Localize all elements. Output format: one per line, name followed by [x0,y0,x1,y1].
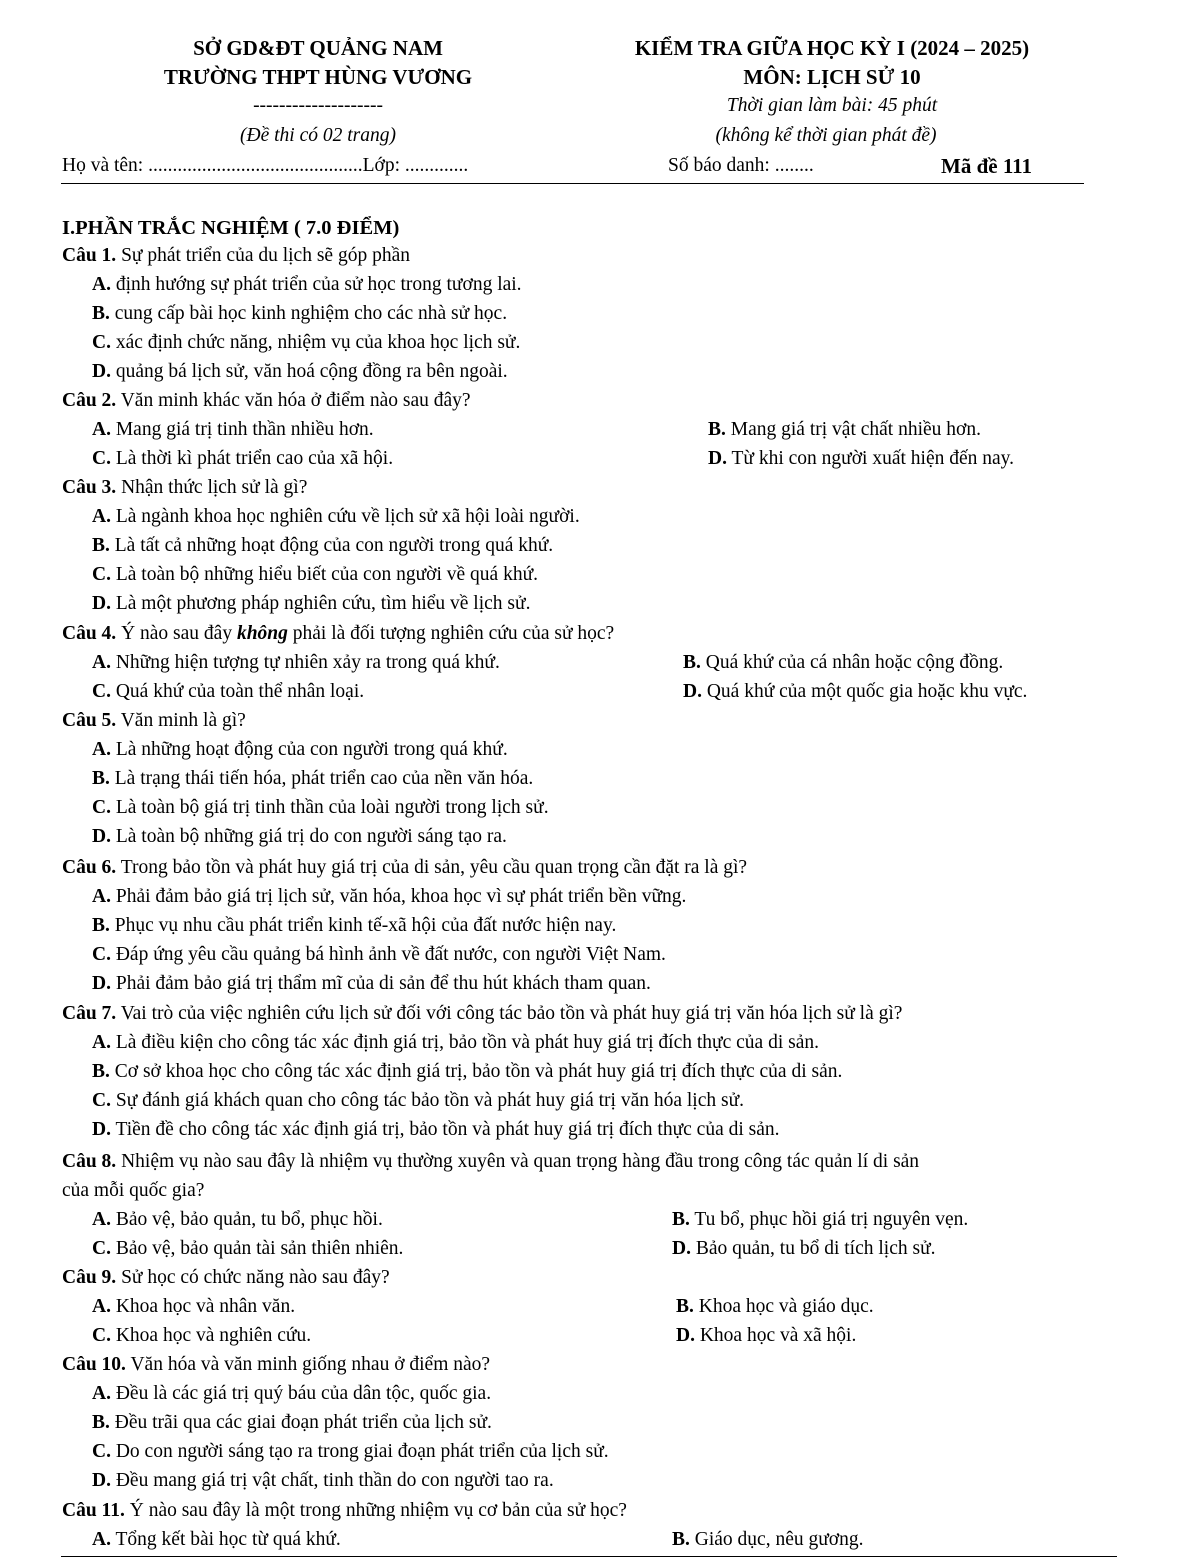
question-7 [62,999,1122,1144]
option-b [92,911,1122,940]
option-text: Là những hoạt động của con người trong quá khứ. [115,739,508,760]
option-text: Sự đánh giá khách quan cho công tác bảo tồn và phát huy giá trị văn hóa lịch sử. [115,1090,745,1111]
question-text: Văn minh là gì? [120,710,246,731]
option-c [92,940,1122,969]
question-text: Sử học có chức năng nào sau đây? [121,1267,390,1288]
question-label: Câu 4. [62,623,117,644]
option-text: Tiền đề cho công tác xác định giá trị, bảo tồn và phát huy giá trị đích thực của di sản. [115,1119,780,1140]
option-text: Là trạng thái tiến hóa, phát triển cao của nền văn hóa. [114,768,534,789]
option-text: Là điều kiện cho công tác xác định giá trị, bảo tồn và phát huy giá trị đích thực của di sản. [115,1032,819,1053]
option-key: C. [92,1090,111,1111]
department-name: SỞ GD&ĐT QUẢNG NAM [193,36,443,60]
question-text: Sự phát triển của du lịch sẽ góp phần [121,245,410,266]
option-a [92,502,1122,531]
option-d [92,1466,1122,1495]
option-key: B. [92,768,110,789]
question-text: Nhận thức lịch sử là gì? [121,477,308,498]
option-c [92,1086,1122,1115]
question-label: Câu 3. [62,477,117,498]
option-text: Khoa học và giáo dục. [698,1296,874,1317]
option-b [708,415,981,444]
option-b [676,1292,874,1321]
option-text: Bảo vệ, bảo quản, tu bổ, phục hồi. [115,1209,383,1230]
option-text: Quá khứ của toàn thể nhân loại. [115,681,365,702]
question-stem [62,1263,1122,1292]
page-count-note: (Đề thi có 02 trang) [240,125,396,146]
question-stem-continued: của mỗi quốc gia? [62,1180,205,1201]
option-d [92,589,1122,618]
option-text: Khoa học và nghiên cứu. [115,1325,312,1346]
option-key: B. [676,1296,694,1317]
question-label: Câu 6. [62,857,117,878]
header-divider [61,183,1084,184]
option-key: B. [708,419,726,440]
question-label: Câu 7. [62,1003,117,1024]
question-5 [62,706,1122,851]
option-key: C. [92,332,111,353]
section-title: I.PHẦN TRẮC NGHIỆM ( 7.0 ĐIỂM) [62,217,400,239]
option-text: Mang giá trị vật chất nhiều hơn. [730,419,981,440]
question-text: Văn minh khác văn hóa ở điểm nào sau đây? [120,390,471,411]
question-label: Câu 11. [62,1500,125,1521]
option-text: Phải đảm bảo giá trị thẩm mĩ của di sản để thu hút khách tham quan. [115,973,651,994]
option-key: A. [92,1296,111,1317]
question-emphasis: không [236,623,288,644]
question-stem [62,706,1122,735]
question-8 [62,1147,1122,1263]
option-text: Là toàn bộ giá trị tinh thần của loài người trong lịch sử. [115,797,549,818]
option-key: A. [92,1032,111,1053]
option-d [683,677,1027,706]
option-c [92,1321,311,1350]
question-11 [62,1496,1122,1554]
option-key: D. [92,593,111,614]
option-c [92,1437,1122,1466]
option-text: Cơ sở khoa học cho công tác xác định giá trị, bảo tồn và phát huy giá trị đích thực của di sản. [114,1061,843,1082]
option-key: C. [92,564,111,585]
question-stem [62,999,1122,1028]
time-note: (không kể thời gian phát đề) [715,125,937,146]
option-a [92,648,500,677]
option-text: Quá khứ của một quốc gia hoặc khu vực. [706,681,1028,702]
option-c [92,793,1122,822]
option-key: C. [92,1441,111,1462]
question-text: Nhiệm vụ nào sau đây là nhiệm vụ thường xuyên và quan trọng hàng đầu trong công tác quản lí di sản [121,1151,920,1172]
option-c [92,1234,403,1263]
option-text: Những hiện tượng tự nhiên xảy ra trong quá khứ. [115,652,500,673]
question-4 [62,619,1122,706]
option-d [92,822,1122,851]
question-text: Ý nào sau đây là một trong những nhiệm vụ cơ bản của sử học? [129,1500,627,1521]
option-key: A. [92,652,111,673]
option-c [92,444,393,473]
option-text: Khoa học và nhân văn. [115,1296,296,1317]
option-text: Là ngành khoa học nghiên cứu về lịch sử xã hội loài người. [115,506,580,527]
question-3 [62,473,1122,618]
option-text: định hướng sự phát triển của sử học trong tương lai. [115,274,522,295]
question-10 [62,1350,1122,1495]
question-stem [62,853,1122,882]
option-key: A. [92,886,111,907]
option-b [92,1408,1122,1437]
option-key: D. [92,1119,111,1140]
option-a [92,270,1122,299]
option-c [92,328,1122,357]
subject-title: MÔN: LỊCH SỬ 10 [743,65,921,89]
option-a [92,1525,341,1554]
option-key: B. [92,535,110,556]
option-b [672,1205,968,1234]
option-key: B. [92,303,110,324]
option-key: A. [92,1209,111,1230]
question-2 [62,386,1122,473]
option-text: Là thời kì phát triển cao của xã hội. [115,448,394,469]
option-d [672,1234,936,1263]
option-text: Phục vụ nhu cầu phát triển kinh tế-xã hội của đất nước hiện nay. [114,915,617,936]
option-a [92,882,1122,911]
option-key: A. [92,1383,111,1404]
option-key: B. [92,1412,110,1433]
option-key: D. [92,1470,111,1491]
header-dashes: -------------------- [253,95,383,116]
question-stem [62,1147,1122,1176]
option-text: Quá khứ của cá nhân hoặc cộng đồng. [705,652,1004,673]
option-d [676,1321,856,1350]
footer-divider [61,1556,1117,1557]
question-stem [62,1496,1122,1525]
option-text: Từ khi con người xuất hiện đến nay. [731,448,1015,469]
option-key: A. [92,1529,111,1550]
question-label: Câu 5. [62,710,117,731]
option-a [92,1028,1122,1057]
question-stem [62,619,1122,648]
question-stem [62,473,1122,502]
option-text: cung cấp bài học kinh nghiệm cho các nhà sử học. [114,303,508,324]
question-stem [62,1350,1122,1379]
option-key: D. [92,973,111,994]
question-text: Ý nào sau đây [121,623,237,644]
question-1 [62,241,1122,386]
option-a [92,1292,295,1321]
option-text: Đều mang giá trị vật chất, tinh thần do con người tao ra. [115,1470,554,1491]
option-text: Tu bổ, phục hồi giá trị nguyên vẹn. [694,1209,969,1230]
option-b [92,764,1122,793]
option-key: A. [92,419,111,440]
option-key: D. [683,681,702,702]
question-text: Vai trò của việc nghiên cứu lịch sử đối với công tác bảo tồn và phát huy giá trị văn hóa lịch sử là gì? [120,1003,903,1024]
option-key: B. [672,1209,690,1230]
option-text: quảng bá lịch sử, văn hoá cộng đồng ra bên ngoài. [115,361,508,382]
option-d [92,357,1122,386]
option-a [92,1205,383,1234]
option-key: B. [672,1529,690,1550]
option-text: Phải đảm bảo giá trị lịch sử, văn hóa, khoa học vì sự phát triển bền vững. [115,886,687,907]
question-label: Câu 1. [62,245,117,266]
option-c [92,560,1122,589]
option-key: C. [92,797,111,818]
option-b [92,531,1122,560]
option-key: D. [672,1238,691,1259]
question-label: Câu 2. [62,390,117,411]
option-key: B. [92,1061,110,1082]
question-9 [62,1263,1122,1350]
option-text: Đều trãi qua các giai đoạn phát triển của lịch sử. [114,1412,492,1433]
option-key: D. [92,826,111,847]
option-key: C. [92,1325,111,1346]
option-b [672,1525,864,1554]
question-text: Văn hóa và văn minh giống nhau ở điểm nào? [130,1354,491,1375]
option-d [708,444,1014,473]
option-text: Bảo vệ, bảo quản tài sản thiên nhiên. [115,1238,404,1259]
option-b [92,299,1122,328]
option-text: Bảo quản, tu bổ di tích lịch sử. [695,1238,936,1259]
option-key: D. [708,448,727,469]
candidate-number-field: Số báo danh: ........ [668,155,814,176]
option-key: B. [92,915,110,936]
option-text: Khoa học và xã hội. [699,1325,857,1346]
option-key: C. [92,448,111,469]
option-text: xác định chức năng, nhiệm vụ của khoa học lịch sử. [115,332,521,353]
option-key: C. [92,1238,111,1259]
option-key: A. [92,739,111,760]
option-d [92,1115,1122,1144]
option-text: Giáo dục, nêu gương. [694,1529,864,1550]
question-label: Câu 9. [62,1267,117,1288]
option-text: Mang giá trị tinh thần nhiều hơn. [115,419,374,440]
question-label: Câu 8. [62,1151,117,1172]
option-key: C. [92,681,111,702]
option-b [683,648,1003,677]
exam-code: Mã đề 111 [941,154,1033,178]
name-class-field: Họ và tên: ............................................Lớp: ............. [62,155,469,176]
option-key: D. [676,1325,695,1346]
option-a [92,1379,1122,1408]
option-key: A. [92,506,111,527]
option-a [92,415,374,444]
option-text: Đều là các giá trị quý báu của dân tộc, quốc gia. [115,1383,492,1404]
option-text: Do con người sáng tạo ra trong giai đoạn phát triển của lịch sử. [115,1441,609,1462]
option-b [92,1057,1122,1086]
question-stem [62,386,1122,415]
option-c [92,677,364,706]
question-label: Câu 10. [62,1354,126,1375]
school-name: TRƯỜNG THPT HÙNG VƯƠNG [163,65,473,89]
option-key: A. [92,274,111,295]
option-text: Là tất cả những hoạt động của con người trong quá khứ. [114,535,554,556]
option-text: Là toàn bộ những giá trị do con người sáng tạo ra. [115,826,507,847]
time-allowed: Thời gian làm bài: 45 phút [726,95,938,116]
option-key: B. [683,652,701,673]
question-stem [62,241,1122,270]
question-6 [62,853,1122,998]
option-d [92,969,1122,998]
option-text: Tổng kết bài học từ quá khứ. [115,1529,341,1550]
option-key: D. [92,361,111,382]
option-text: Đáp ứng yêu cầu quảng bá hình ảnh về đất nước, con người Việt Nam. [115,944,666,965]
option-text: Là một phương pháp nghiên cứu, tìm hiểu về lịch sử. [115,593,531,614]
option-key: C. [92,944,111,965]
option-a [92,735,1122,764]
option-text: Là toàn bộ những hiểu biết của con người về quá khứ. [115,564,539,585]
question-text: Trong bảo tồn và phát huy giá trị của di sản, yêu cầu quan trọng cần đặt ra là gì? [120,857,748,878]
question-text-end: phải là đối tượng nghiên cứu của sử học? [287,623,615,644]
exam-title: KIỂM TRA GIỮA HỌC KỲ I (2024 – 2025) [634,36,1030,60]
